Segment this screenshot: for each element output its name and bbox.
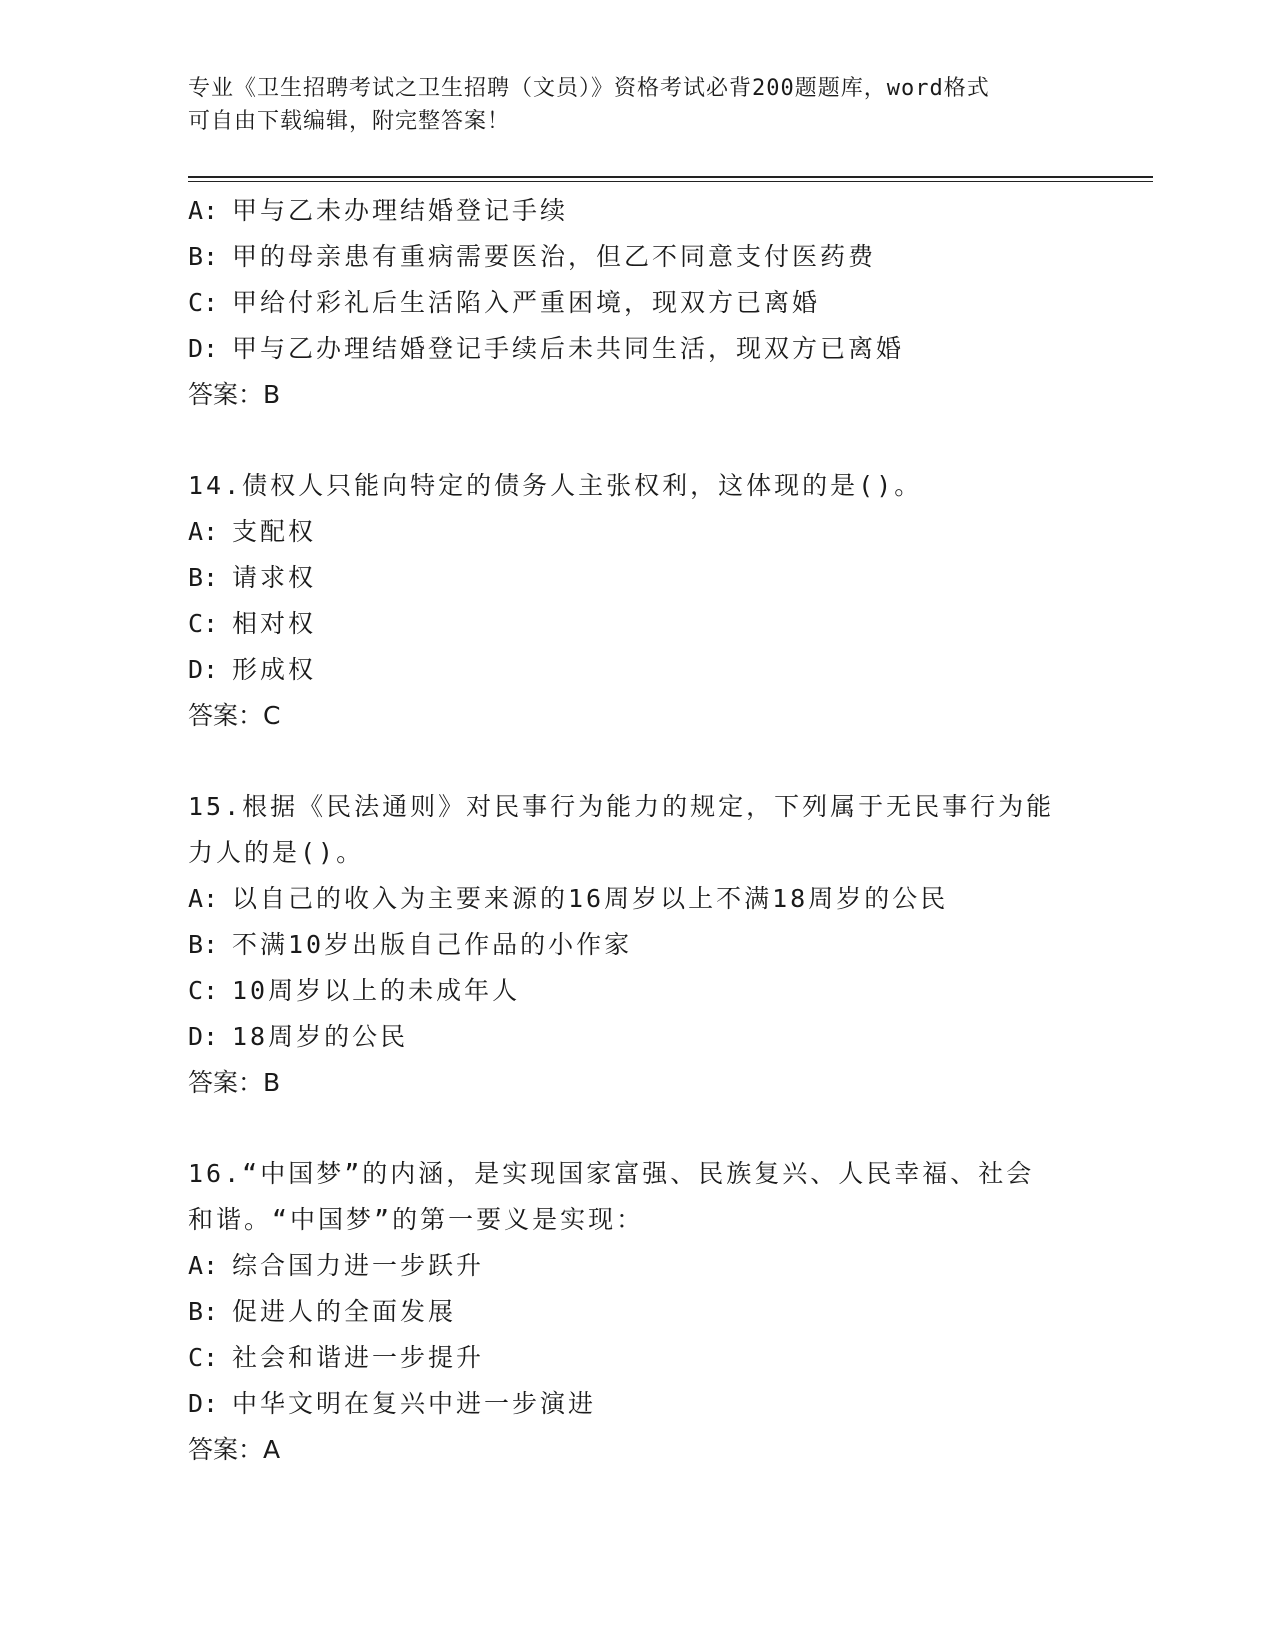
option-a: A: 以自己的收入为主要来源的16周岁以上不满18周岁的公民 [188,884,949,913]
option-a: A: 甲与乙未办理结婚登记手续 [188,196,569,225]
option-c: C: 10周岁以上的未成年人 [188,976,521,1005]
option-b: B: 不满10岁出版自己作品的小作家 [188,930,633,959]
option-b: B: 促进人的全面发展 [188,1297,457,1326]
question-stem-line-2: 力人的是()。 [188,838,365,867]
question-stem-line-1: 15.根据《民法通则》对民事行为能力的规定，下列属于无民事行为能 [188,792,1055,821]
header-divider-thick [188,176,1153,178]
answer: 答案：B [188,380,281,409]
answer: 答案：A [188,1435,281,1464]
option-c: C: 甲给付彩礼后生活陷入严重困境，现双方已离婚 [188,288,821,317]
option-a: A: 综合国力进一步跃升 [188,1251,485,1280]
question-14 [188,463,1088,739]
option-d: D: 中华文明在复兴中进一步演进 [188,1389,597,1418]
header-line-1: 专业《卫生招聘考试之卫生招聘（文员）》资格考试必背200题题库，word格式 [188,76,990,101]
option-b: B: 甲的母亲患有重病需要医治，但乙不同意支付医药费 [188,242,877,271]
option-a: A: 支配权 [188,517,317,546]
option-c: C: 社会和谐进一步提升 [188,1343,485,1372]
document-header [188,72,1068,138]
question-stem-line-1: 16.“中国梦”的内涵，是实现国家富强、民族复兴、人民幸福、社会 [188,1159,1035,1188]
answer: 答案：C [188,701,281,730]
question-stem-line-2: 和谐。“中国梦”的第一要义是实现： [188,1205,645,1234]
question-stem: 14.债权人只能向特定的债务人主张权利，这体现的是()。 [188,471,923,500]
option-d: D: 18周岁的公民 [188,1022,409,1051]
header-line-2: 可自由下载编辑，附完整答案！ [188,109,511,134]
option-b: B: 请求权 [188,563,317,592]
question-13 [188,188,1088,418]
question-list [188,188,1088,1473]
question-15 [188,784,1088,1106]
answer: 答案：B [188,1068,281,1097]
option-c: C: 相对权 [188,609,317,638]
option-d: D: 甲与乙办理结婚登记手续后未共同生活，现双方已离婚 [188,334,905,363]
question-16 [188,1151,1088,1473]
option-d: D: 形成权 [188,655,317,684]
header-divider-thin [188,181,1153,182]
